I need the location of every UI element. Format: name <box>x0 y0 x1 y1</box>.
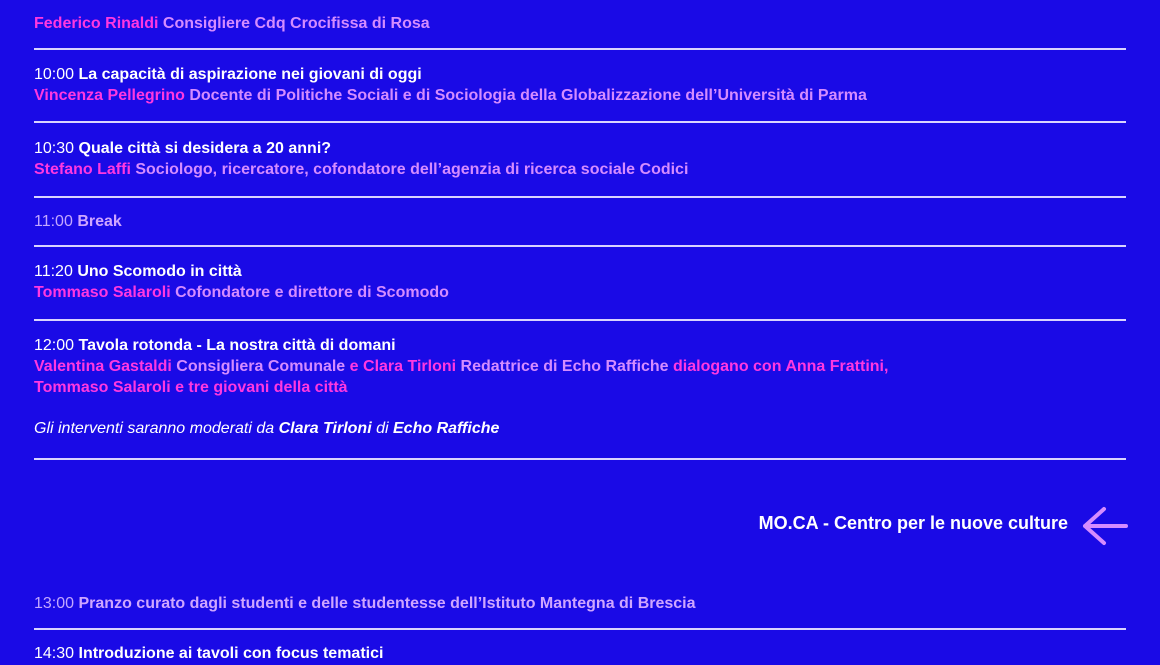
agenda-time: 10:00 <box>34 66 75 83</box>
agenda-title: Uno Scomodo in città <box>77 263 242 280</box>
divider <box>34 121 1126 123</box>
arrow-left-icon <box>1080 506 1128 546</box>
speaker-name: Valentina Gastaldi <box>34 358 172 375</box>
speaker-role: Sociologo, ricercatore, cofondatore dell’agenzia di ricerca sociale Codici <box>135 161 689 178</box>
agenda-title: Quale città si desidera a 20 anni? <box>78 140 332 157</box>
agenda-item-1030 <box>34 138 1126 180</box>
agenda-time: 10:30 <box>34 140 75 157</box>
agenda-time: 13:00 <box>34 595 75 612</box>
agenda-time: 12:00 <box>34 337 75 354</box>
speaker-name: Stefano Laffi <box>34 161 131 178</box>
agenda-title: Break <box>77 213 122 230</box>
divider <box>34 245 1126 247</box>
agenda-item-1200 <box>34 335 1126 439</box>
agenda-title: Introduzione ai tavoli con focus tematici <box>78 645 384 662</box>
speaker-role: Cofondatore e direttore di Scomodo <box>175 284 449 301</box>
agenda-title: Pranzo curato dagli studenti e delle studentesse dell’Istituto Mantegna di Brescia <box>78 595 696 612</box>
speaker-role: Docente di Politiche Sociali e di Sociologia della Globalizzazione dell’Università di Parma <box>189 87 867 104</box>
panel-participants: dialogano con Anna Frattini, <box>673 358 889 375</box>
divider <box>34 319 1126 321</box>
moderator-note-mid: di <box>376 420 389 437</box>
divider <box>34 458 1126 460</box>
agenda-title: La capacità di aspirazione nei giovani di oggi <box>78 66 422 83</box>
speaker-name: Federico Rinaldi <box>34 15 159 32</box>
agenda-time: 14:30 <box>34 645 75 662</box>
speaker-role: Redattrice di Echo Raffiche <box>460 358 669 375</box>
panel-participants-continued: Tommaso Salaroli e tre giovani della città <box>34 379 348 396</box>
moderator-name: Clara Tirloni <box>278 420 372 437</box>
divider <box>34 48 1126 50</box>
agenda-time: 11:00 <box>34 213 73 230</box>
speaker-role: Consigliera Comunale <box>176 358 346 375</box>
moderator-org: Echo Raffiche <box>393 420 500 437</box>
agenda-title: Tavola rotonda - La nostra città di domani <box>78 337 396 354</box>
agenda-item-1120 <box>34 261 1126 303</box>
divider <box>34 628 1126 630</box>
agenda-item-1300 <box>34 593 1126 614</box>
agenda-time: 11:20 <box>34 263 73 280</box>
venue-label: MO.CA - Centro per le nuove culture <box>758 513 1068 533</box>
speaker-name: Clara Tirloni <box>363 358 457 375</box>
agenda-item-1430 <box>34 643 1126 664</box>
speaker-role: Consigliere Cdq Crocifissa di Rosa <box>162 15 430 32</box>
speaker-name: Tommaso Salaroli <box>34 284 171 301</box>
speaker-name: Vincenza Pellegrino <box>34 87 185 104</box>
divider <box>34 196 1126 198</box>
conjunction: e <box>349 358 359 375</box>
agenda-item-1100 <box>34 211 1126 232</box>
agenda-item-1000 <box>34 64 1126 106</box>
moderator-note-prefix: Gli interventi saranno moderati da <box>34 420 275 437</box>
agenda-item-opening-speaker <box>34 13 1126 34</box>
moderator-note <box>34 418 1126 439</box>
